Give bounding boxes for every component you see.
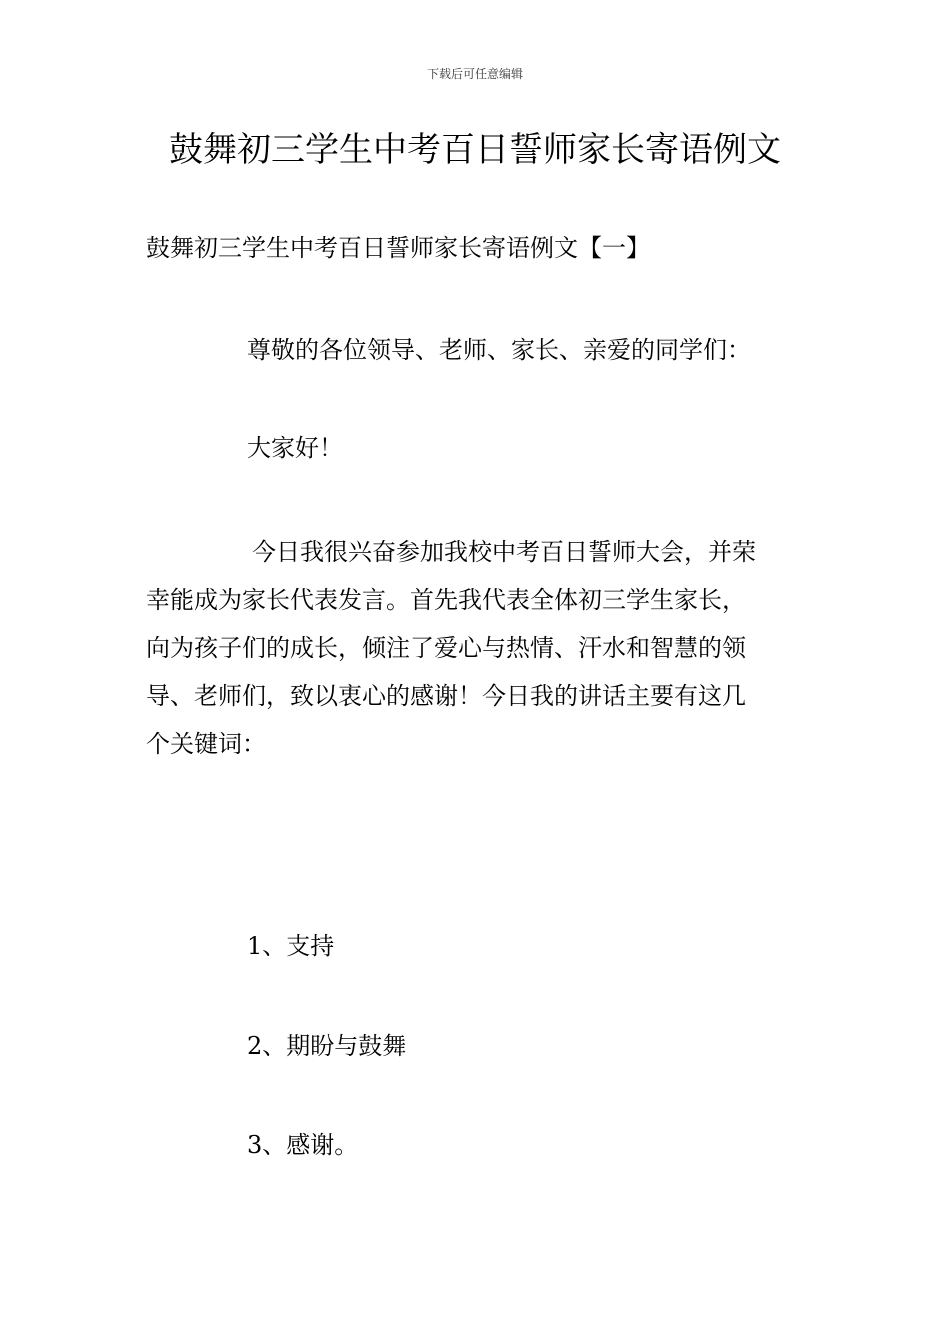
list-item-expectation: 2、期盼与鼓舞 [247,1032,407,1060]
header-note: 下载后可任意编辑 [426,67,523,81]
body-line: 向为孩子们的成长，倾注了爱心与热情、汗水和智慧的领 [146,634,746,662]
section-title: 鼓舞初三学生中考百日誓师家长寄语例文【一】 [146,234,650,262]
list-item-thanks: 3、感谢。 [247,1131,359,1159]
body-paragraph [146,528,806,768]
body-line: 导、老师们，致以衷心的感谢！今日我的讲话主要有这几 [146,682,746,710]
greeting-paragraph: 尊敬的各位领导、老师、家长、亲爱的同学们： [247,336,751,364]
document-title: 鼓舞初三学生中考百日誓师家长寄语例文 [169,130,781,170]
hello-paragraph: 大家好！ [247,434,343,462]
body-line: 今日我很兴奋参加我校中考百日誓师大会，并荣 [252,538,756,566]
body-line: 个关键词： [146,730,266,758]
body-line: 幸能成为家长代表发言。首先我代表全体初三学生家长， [146,586,746,614]
list-item-support: 1、支持 [247,932,335,960]
